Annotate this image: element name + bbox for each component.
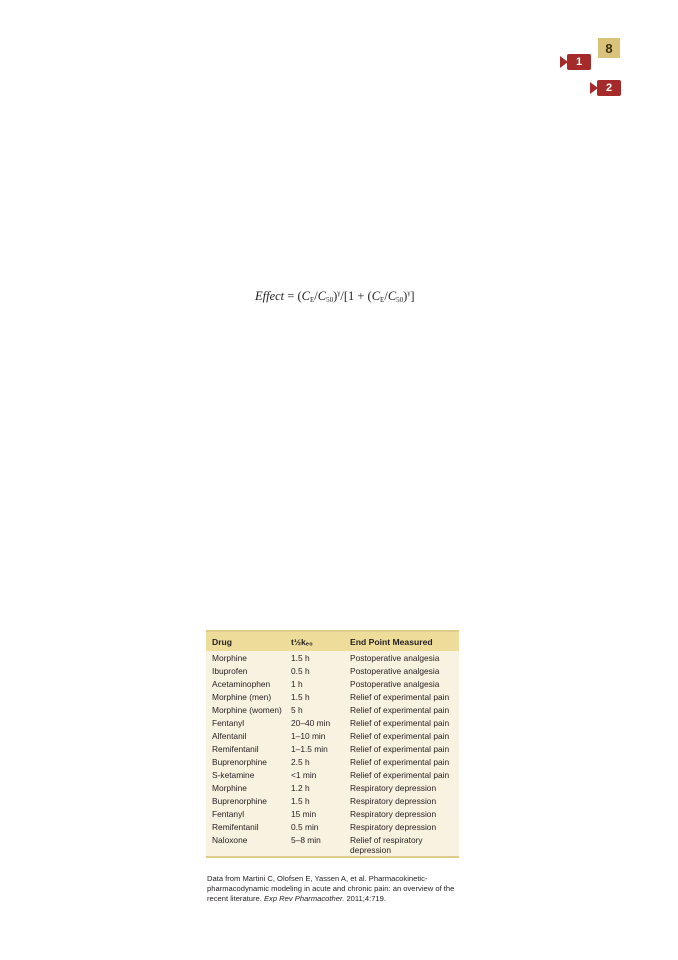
cell-drug: Naloxone xyxy=(212,834,248,845)
cell-half-life: 5–8 min xyxy=(291,834,321,845)
cell-drug: Morphine (men) xyxy=(212,691,272,702)
cell-end-point: Relief of experimental pain xyxy=(350,743,450,754)
cell-end-point: Relief of experimental pain xyxy=(350,769,450,780)
table-row xyxy=(206,781,459,794)
cell-drug: Remifentanil xyxy=(212,821,259,832)
cell-end-point: Relief of experimental pain xyxy=(350,704,450,715)
cell-drug: Remifentanil xyxy=(212,743,259,754)
cell-end-point: Postoperative analgesia xyxy=(350,665,440,676)
cell-half-life: 15 min xyxy=(291,808,317,819)
cell-half-life: 2.5 h xyxy=(291,756,310,767)
video-badge-2[interactable] xyxy=(590,79,621,96)
cell-end-point: Postoperative analgesia xyxy=(350,652,440,663)
table-row xyxy=(206,820,459,833)
cell-end-point: Respiratory depression xyxy=(350,795,437,806)
column-header-end-point: End Point Measured xyxy=(344,632,459,651)
table-row xyxy=(206,729,459,742)
cell-drug: Morphine xyxy=(212,652,247,663)
cell-half-life: 0.5 h xyxy=(291,665,310,676)
table-row xyxy=(206,651,459,664)
cell-drug: Alfentanil xyxy=(212,730,247,741)
cell-half-life: 1.5 h xyxy=(291,795,310,806)
column-header-half-life: t½kₑ₀ xyxy=(285,632,344,651)
table-row xyxy=(206,742,459,755)
cell-end-point: Respiratory depression xyxy=(350,782,437,793)
cell-end-point: Respiratory depression xyxy=(350,808,437,819)
cell-drug: Fentanyl xyxy=(212,717,245,728)
cell-drug: Acetaminophen xyxy=(212,678,271,689)
table-row xyxy=(206,690,459,703)
cell-half-life: <1 min xyxy=(291,769,317,780)
pharmacodynamics-table xyxy=(206,630,459,858)
cell-end-point: Respiratory depression xyxy=(350,821,437,832)
cell-half-life: 0.5 min xyxy=(291,821,319,832)
table-row xyxy=(206,833,459,856)
cell-half-life: 1.5 h xyxy=(291,652,310,663)
cell-drug: S-ketamine xyxy=(212,769,255,780)
table-row xyxy=(206,807,459,820)
video-badge-number: 2 xyxy=(597,80,621,96)
cell-half-life: 20–40 min xyxy=(291,717,331,728)
cell-drug: Morphine (women) xyxy=(212,704,282,715)
table-row xyxy=(206,768,459,781)
effect-equation: Effect = $(C_E/C_{50})^\gamma/[1 + (C_E/C_{50})^\gamma]$ xyxy=(255,289,415,304)
cell-drug: Fentanyl xyxy=(212,808,245,819)
column-header-drug: Drug xyxy=(206,632,285,651)
video-badge-1[interactable] xyxy=(560,53,591,70)
cell-drug: Buprenorphine xyxy=(212,795,267,806)
cell-end-point: Relief of experimental pain xyxy=(350,730,450,741)
cell-end-point: Postoperative analgesia xyxy=(350,678,440,689)
video-badge-number: 1 xyxy=(567,54,591,70)
table-row xyxy=(206,703,459,716)
table-row xyxy=(206,664,459,677)
cell-end-point: Relief of experimental pain xyxy=(350,756,450,767)
cell-drug: Morphine xyxy=(212,782,247,793)
cell-end-point: Relief of experimental pain xyxy=(350,691,450,702)
table-row xyxy=(206,794,459,807)
cell-half-life: 1.5 h xyxy=(291,691,310,702)
cell-end-point: Relief of experimental pain xyxy=(350,717,450,728)
page-number: 8 xyxy=(598,38,620,58)
table-row xyxy=(206,755,459,768)
table-source-note: Data from Martini C, Olofsen E, Yassen A, et al. Pharmacokinetic-pharmacodynamic modeling in acute and chronic pain: an overview of the recent literature. Exp Rev Pharmacother. 2011;4:719. xyxy=(207,874,455,903)
table-row xyxy=(206,677,459,690)
cell-drug: Ibuprofen xyxy=(212,665,248,676)
cell-half-life: 1.2 h xyxy=(291,782,310,793)
table-row xyxy=(206,716,459,729)
cell-half-life: 1 h xyxy=(291,678,303,689)
cell-half-life: 1–1.5 min xyxy=(291,743,328,754)
cell-end-point: Relief of respiratory depression xyxy=(350,834,423,855)
cell-drug: Buprenorphine xyxy=(212,756,267,767)
cell-half-life: 5 h xyxy=(291,704,303,715)
table-header-row xyxy=(206,632,459,651)
cell-half-life: 1–10 min xyxy=(291,730,326,741)
